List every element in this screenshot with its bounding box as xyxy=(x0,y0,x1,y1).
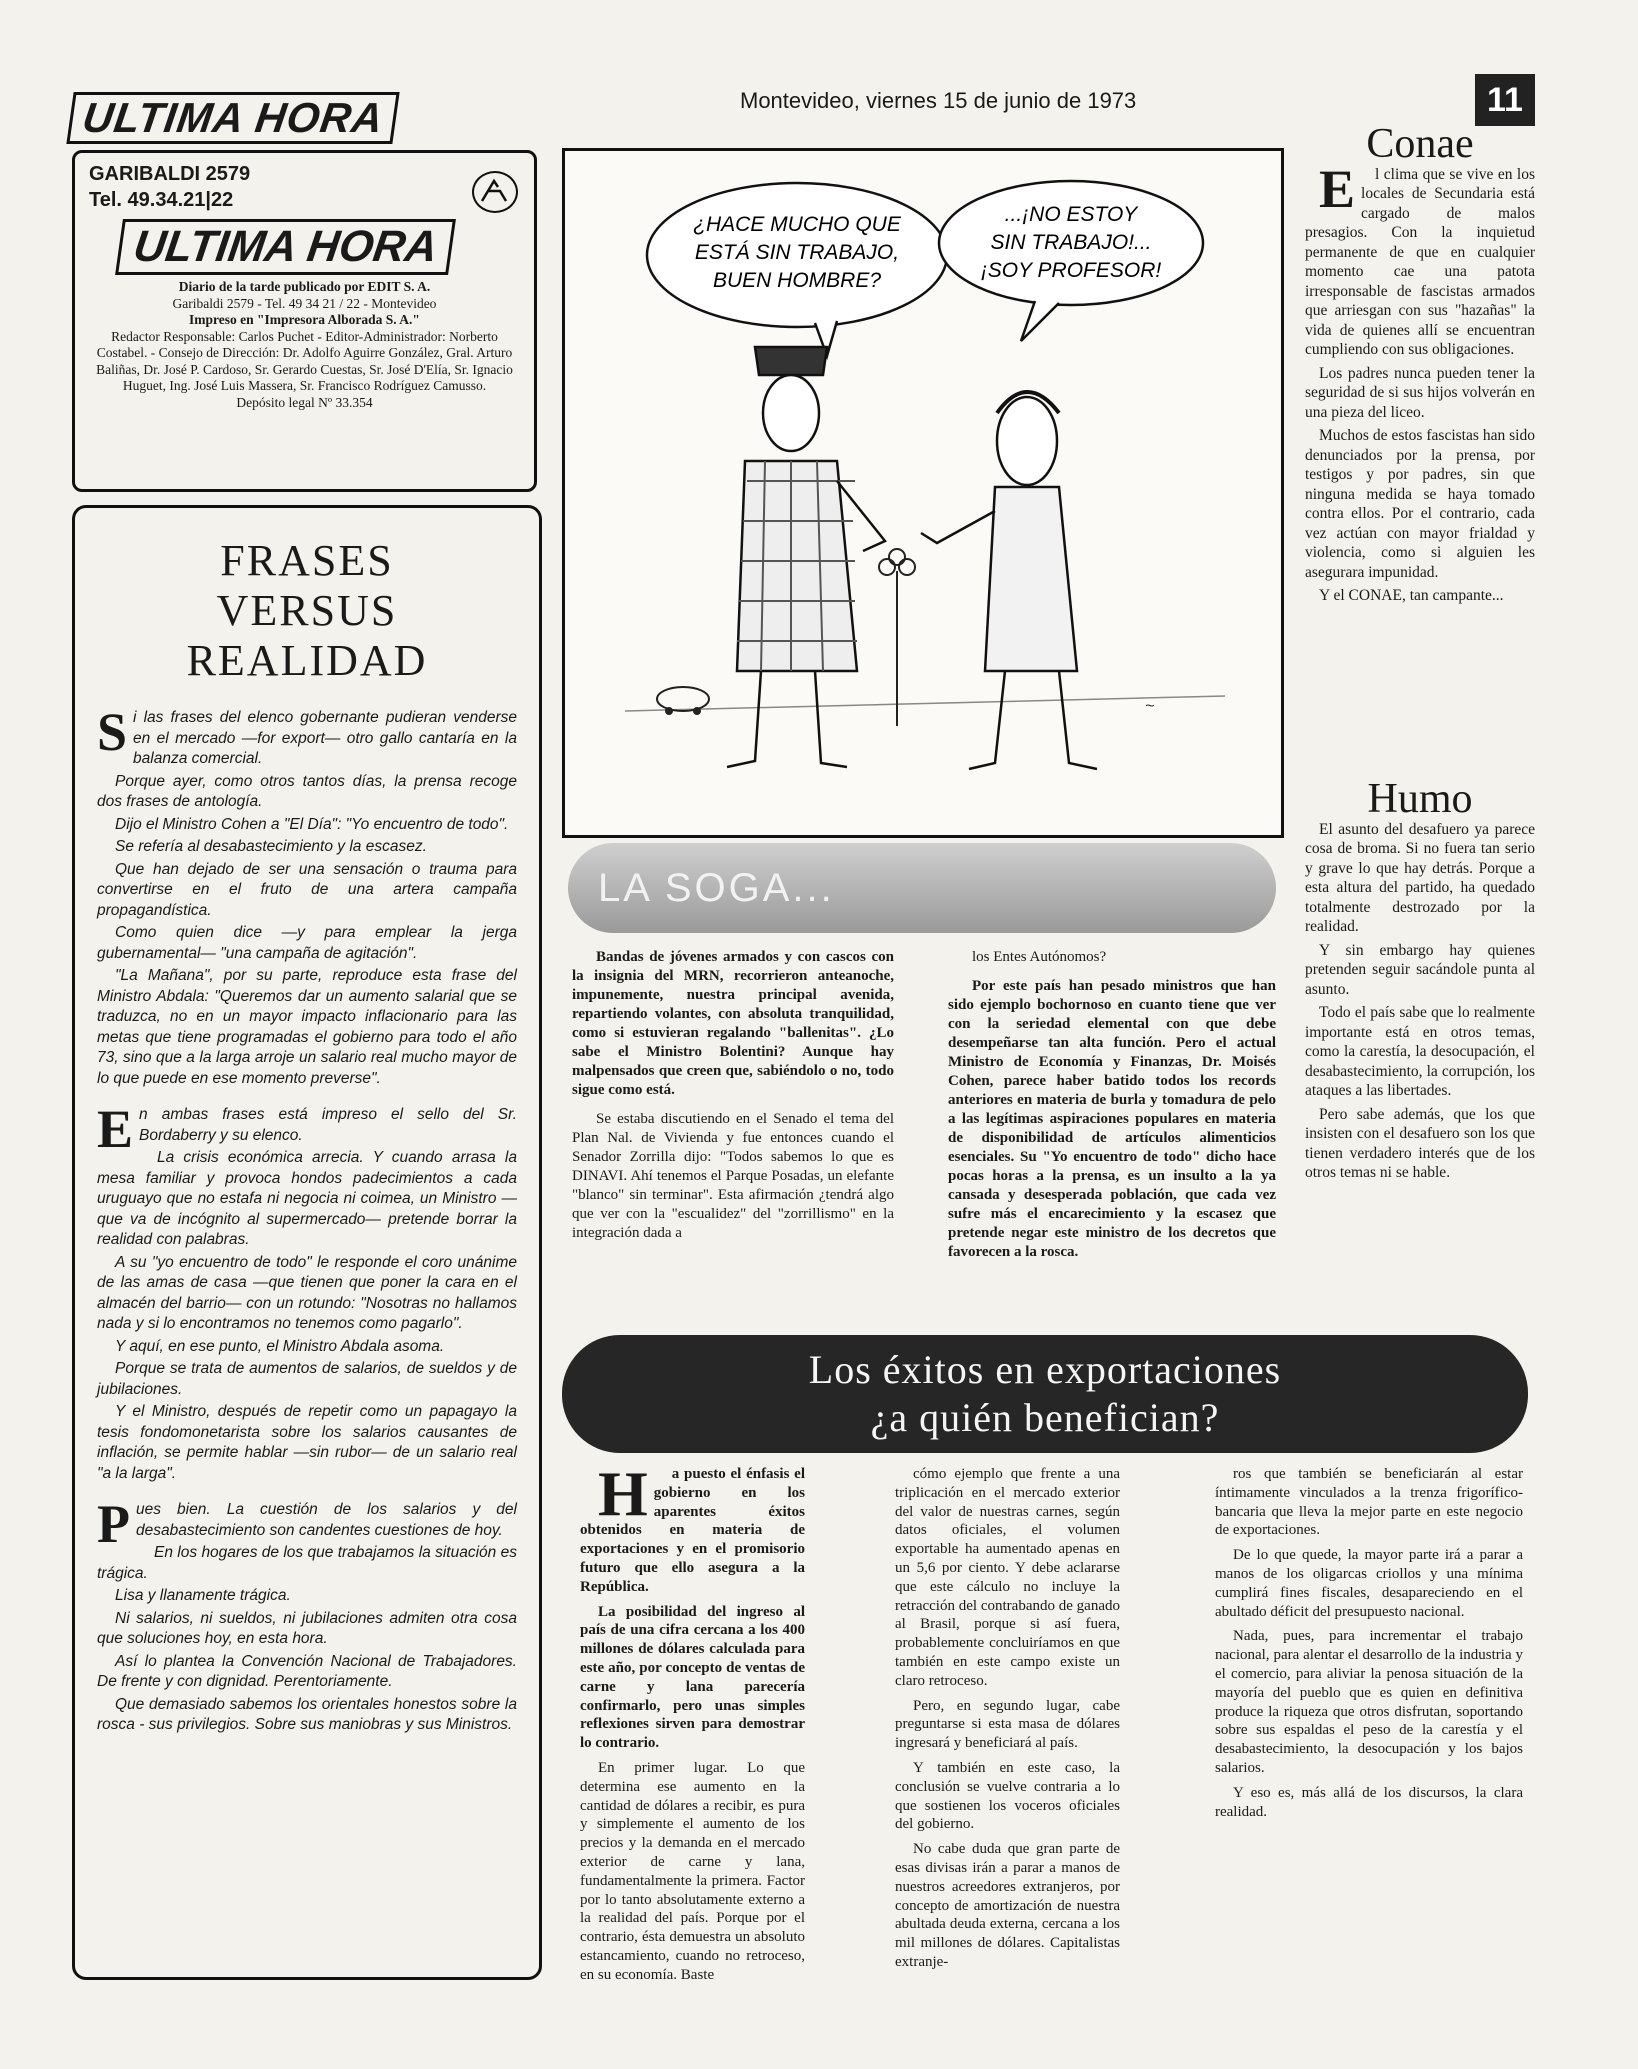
paragraph xyxy=(948,948,1276,967)
editorial-title-line: VERSUS xyxy=(216,586,398,635)
paragraph xyxy=(895,1840,1120,1972)
paragraph xyxy=(97,1337,517,1358)
paragraph xyxy=(1305,364,1535,423)
paragraph xyxy=(97,966,517,1089)
paragraph xyxy=(97,1586,517,1607)
paragraph-text: ros que también se beneficiarán al estar íntimamente vinculados a la trenza frigorífico-bancaria que lleva la mejor parte en este negocio de exportaciones. xyxy=(1215,1466,1523,1539)
paragraph xyxy=(1305,426,1535,582)
paragraph-text: De lo que quede, la mayor parte irá a parar a manos de los oligarcas criollos y una mínima cumplirá fines fiscales, desapareciendo en el abultado déficit del presupuesto nacional. xyxy=(1215,1547,1523,1620)
paragraph-text: "La Mañana", por su parte, reproduce esta frase del Ministro Abdala: "Queremos dar un aumento salarial que se traduzca, no en un mayor impacto inflacionario para las metas que tiene programadas el gobierno para todo el año 73, sino que a la larga arroje un salario real mucho mayor de lo que puede en ese momento preverse". xyxy=(97,967,517,1087)
paragraph-text: Los padres nunca pueden tener la seguridad de si sus hijos volverán en una pieza del liceo. xyxy=(1305,364,1535,421)
paragraph-text: Y eso es, más allá de los discursos, la clara realidad. xyxy=(1215,1784,1523,1820)
paragraph xyxy=(97,1543,517,1584)
paragraph xyxy=(97,815,517,836)
paragraph-text: Ni salarios, ni sueldos, ni jubilaciones admiten otra cosa que soluciones hoy, en esta hora. xyxy=(97,1609,517,1647)
car-drawing xyxy=(657,687,709,715)
horse-rider-icon xyxy=(472,171,518,213)
humo-title: Humo xyxy=(1367,776,1473,822)
paragraph-text: cómo ejemplo que frente a una triplicación en el mercado exterior del valor de nuestras carnes, según datos oficiales, el volumen exportable ha aumentado apenas en un 5,6 por ciento. Y debe aclararse que este cálculo no incluye la retracción del contrabando de ganado al Brasil, porque si así fuera, probablemente concluiríamos en que también en este campo existe un claro retroceso. xyxy=(895,1466,1120,1689)
exports-headline xyxy=(562,1335,1528,1453)
la-soga-column-2 xyxy=(948,948,1276,1272)
paragraph-text: El asunto del desafuero ya parece cosa de broma. Si no fuera tan serio y grave lo que hay detrás. Porque a esta altura del partido, ha quedado totalmente destrozado por la realidad. xyxy=(1305,820,1535,935)
paragraph xyxy=(97,1359,517,1400)
paragraph xyxy=(895,1465,1120,1691)
paragraph-text: l clima que se vive en los locales de Secundaria está cargado de malos presagios. Con la inquietud permanente de que en cualquier momento cae una patota irresponsable de fascistas armados que arriesgan con sus "hazañas" la vida de quienes allí se encuentran cumpliendo con sus obligaciones. xyxy=(1305,165,1535,358)
paragraph xyxy=(97,1099,517,1159)
paragraph xyxy=(895,1697,1120,1753)
editorial-title xyxy=(97,536,517,686)
editorial-title-line: FRASES xyxy=(220,536,394,585)
paragraph-text: Nada, pues, para incrementar el trabajo nacional, para alentar el desarrollo de la industria y el comercio, para aliviar la penosa situación de la mayoría del pueblo que es quien en definitiva produce la riqueza que otros disfrutan, soportando sobre sus espaldas el peso de la carestía y el desabastecimiento, la desocupación y los bajos salarios. xyxy=(1215,1628,1523,1776)
paragraph xyxy=(1305,586,1535,606)
conae-title: Conae xyxy=(1366,121,1474,167)
humo-body xyxy=(1305,820,1535,1183)
paragraph xyxy=(97,1253,517,1335)
man-in-plaid-coat xyxy=(727,347,885,767)
exports-column-3 xyxy=(1215,1465,1523,1827)
paragraph-text: Y sin embargo hay quienes pretenden seguir sacándole punta al asunto. xyxy=(1305,941,1535,998)
staff-line: Diario de la tarde publicado por EDIT S. A. xyxy=(178,279,431,294)
paragraph-text: La crisis económica arrecia. Y cuando arrasa la mesa familiar y provoca hondos padecimientos a cada uruguayo que no estafa ni negocia ni coimea, un Ministro —que va de incógnito al supermercado— pretende borrar la realidad con palabras. xyxy=(97,1149,517,1248)
paragraph-text: Por este país han pesado ministros que han sido ejemplo bochornoso en cuanto tiene que ver con la seriedad elemental con que debe desempeñarse tan alta función. Pero el actual Ministro de Economía y Finanzas, Dr. Moisés Cohen, parece haber batido todos los records anteriores en materia de burla y tomadura de pelo a las legítimas aspiraciones populares en materia de disponibilidad de artículos alimenticios esenciales. Su "Yo encuentro de todo" dicho hace pocas horas a la prensa, es un insulto a la ya cansada y desesperada población, que cada vez sufre más el encarecimiento y la escasez que pretende negar este ministro de los decretos que favorecen a la rosca. xyxy=(948,978,1276,1260)
la-soga-column-1 xyxy=(572,948,894,1253)
staff-phone: Tel. 49.34.21|22 xyxy=(89,189,234,211)
paragraph-text: Y el CONAE, tan campante... xyxy=(1319,587,1504,604)
paragraph-text: a puesto el énfasis el gobierno en los aparentes éxitos obtenidos en materia de exportaciones y en el promisorio futuro que ello asegura a la República. xyxy=(580,1466,805,1595)
paragraph-text: n ambas frases está impreso el sello del Sr. Bordaberry y su elenco. xyxy=(139,1106,517,1144)
exports-column-2 xyxy=(895,1465,1120,1978)
cartoon-drawing xyxy=(565,151,1281,835)
drop-cap: H xyxy=(598,1458,648,1529)
paragraph-text: En primer lugar. Lo que determina ese aumento en la cantidad de dólares a recibir, es pura y simplemente el aumento de los precios y la demanda en el mercado exterior de carne y lana, fundamentalmente la primera. Factor por lo tanto absolutamente externo a la realidad del país. Porque por el contrario, ésta demuestra un absoluto estancamiento, cuando no retroceso, en su economía. Baste xyxy=(580,1759,805,1983)
paragraph xyxy=(1305,158,1535,360)
bubble-left-line-2: ESTÁ SIN TRABAJO, xyxy=(694,241,900,264)
paragraph xyxy=(1305,941,1535,1000)
paragraph-text: Que han dejado de ser una sensación o trauma para convertirse en el fruto de una artera campaña propagandística. xyxy=(97,860,517,919)
staff-line: Depósito legal Nº 33.354 xyxy=(236,394,373,410)
paragraph xyxy=(572,948,894,1100)
cartoon xyxy=(562,148,1284,838)
paragraph xyxy=(1305,820,1535,937)
paragraph xyxy=(97,1652,517,1693)
paragraph-text: Todo el país sabe que lo realmente importante está en otros temas, como la carestía, la desocupación, el desabastecimiento, la corrupción, los ataques a las libertades. xyxy=(1305,1004,1535,1099)
exports-headline-line-2: ¿a quién benefician? xyxy=(870,1395,1220,1440)
paragraph xyxy=(97,1494,517,1554)
editorial-title-line: REALIDAD xyxy=(186,636,428,685)
bubble-right-line-3: ¡SOY PROFESOR! xyxy=(980,259,1162,282)
paragraph-text: Pero, en segundo lugar, cabe preguntarse si esta masa de dólares ingresará y beneficiará al país. xyxy=(895,1697,1120,1752)
paragraph xyxy=(895,1759,1120,1834)
paragraph xyxy=(97,1148,517,1251)
paragraph xyxy=(97,702,517,770)
cartoonist-signature: ~ xyxy=(1145,698,1155,715)
paragraph-text: Y aquí, en ese punto, el Ministro Abdala asoma. xyxy=(115,1337,445,1355)
paragraph xyxy=(580,1458,805,1597)
staff-lines xyxy=(89,279,520,411)
paragraph-text: Así lo plantea la Convención Nacional de Trabajadores. De frente y con dignidad. Perentoriamente. xyxy=(97,1652,517,1690)
paragraph-text: Se estaba discutiendo en el Senado el tema del Plan Nal. de Vivienda y fue entonces cuando el Senador Zorrilla dijo: "Todos sabemos lo que es DINAVI. Ahí tenemos el Parque Posadas, un elefante "blanco" sin terminar". Esta afirmación ¿tendrá algo que ver con la "escualidez" del "zorrillismo" en la integración dada a xyxy=(572,1111,894,1241)
humo-column xyxy=(1305,776,1535,1187)
paragraph-text: Lisa y llanamente trágica. xyxy=(115,1587,291,1604)
paragraph xyxy=(97,772,517,813)
staff-box xyxy=(72,150,537,492)
la-soga-banner: LA SOGA... xyxy=(568,843,1276,933)
bubble-right-line-2: SIN TRABAJO!... xyxy=(990,231,1152,254)
bubble-left-line-1: ¿HACE MUCHO QUE xyxy=(693,213,901,236)
staff-line: Impreso en "Impresora Alborada S. A." xyxy=(189,312,420,327)
paragraph-text: Pero sabe además, que los que insisten con el desafuero son los que tienen verdadero interés que de los otros temas ni se hable. xyxy=(1305,1105,1535,1181)
exports-headline-line-1: Los éxitos en exportaciones xyxy=(808,1347,1282,1392)
paragraph-text: No cabe duda que gran parte de esas divisas irán a parar a manos de nuestros acreedores extranjeros, por concepto de amortización de nuestra abultada deuda externa, cercana a los mil millones de dólares. Capitalistas extranje- xyxy=(895,1841,1120,1970)
drop-cap: E xyxy=(97,1099,134,1159)
staff-line: Garibaldi 2579 - Tel. 49 34 21 / 22 - Montevideo xyxy=(172,295,437,311)
paragraph xyxy=(1215,1627,1523,1777)
paragraph-text: Como quien dice —y para emplear la jerga gubernamental— "una campaña de agitación". xyxy=(97,924,517,962)
paragraph-text: Que demasiado sabemos los orientales honestos sobre la rosca - sus privilegios. Sobre sus maniobras y sus Ministros. xyxy=(97,1695,517,1733)
bubble-right-line-1: ...¡NO ESTOY xyxy=(1004,203,1138,226)
paragraph-text: los Entes Autónomos? xyxy=(972,949,1107,965)
exports-column-1 xyxy=(580,1458,805,1991)
speech-bubble-right-tail xyxy=(1021,301,1059,341)
paragraph-text: En los hogares de los que trabajamos la situación es trágica. xyxy=(97,1544,517,1582)
paragraph-text: ues bien. La cuestión de los salarios y del desabastecimiento son candentes cuestiones de hoy. xyxy=(136,1501,517,1539)
staff-line: Redactor Responsable: Carlos Puchet - Editor-Administrador: Norberto Costabel. - Consejo de Dirección: Dr. Adolfo Aguirre González, Gral. Arturo Baliñas, Dr. José P. Cardoso, Sr. Gerardo Cuestas, Sr. José D'Elía, Sr. Ignacio Huguet, Ing. José Luis Massera, Sr. Francisco Rodríguez Camusso. xyxy=(96,328,513,393)
editorial-body xyxy=(97,702,517,1736)
drop-cap: P xyxy=(97,1494,130,1554)
paragraph-text: Dijo el Ministro Cohen a "El Día": "Yo encuentro de todo". xyxy=(115,815,509,833)
paragraph-text: Y también en este caso, la conclusión se vuelve contraria a lo que sostienen los voceros oficiales del gobierno. xyxy=(895,1759,1120,1833)
paragraph xyxy=(97,860,517,922)
paragraph xyxy=(1215,1465,1523,1540)
paragraph-text: Porque ayer, como otros tantos días, la prensa recoge dos frases de antología. xyxy=(97,772,517,810)
paragraph xyxy=(97,1402,517,1484)
paragraph-text: Bandas de jóvenes armados y con cascos con la insignia del MRN, recorrieron anteanoche, impunemente, nuestra principal avenida, repartiendo volantes, con absoluta tranquilidad, como si estuvieran regalando "ballenitas". ¿Lo sabe el Ministro Bolentini? Aunque hay malpensados que creen que, sabiéndolo o no, todo sigue como está. xyxy=(572,949,894,1098)
paragraph xyxy=(580,1759,805,1985)
paragraph xyxy=(948,977,1276,1262)
paragraph xyxy=(580,1603,805,1753)
bubble-left-line-3: BUEN HOMBRE? xyxy=(712,269,882,292)
paragraph-text: Porque se trata de aumentos de salarios, de sueldos y de jubilaciones. xyxy=(97,1360,517,1398)
staff-address: GARIBALDI 2579 xyxy=(89,163,251,185)
paragraph xyxy=(97,1695,517,1736)
lamp-post-drawing xyxy=(879,549,915,726)
paragraph-text: Se refería al desabastecimiento y la escasez. xyxy=(115,838,427,855)
staff-logo: ULTIMA HORA xyxy=(115,219,456,275)
page-number: 11 xyxy=(1475,74,1535,126)
drop-cap: E xyxy=(1319,158,1356,219)
editorial-frases-versus-realidad xyxy=(72,505,542,1980)
paragraph-text: Y el Ministro, después de repetir como un papagayo la tesis fondomonetarista sobre los salarios causantes de inflación, se permite hablar —sin rubor— de un salario real "a la larga". xyxy=(97,1403,517,1482)
paragraph xyxy=(1215,1546,1523,1621)
paragraph xyxy=(97,1609,517,1650)
paragraph xyxy=(97,923,517,964)
paragraph-text: Muchos de estos fascistas han sido denunciados por la prensa, por testigos y por padres, sin que ninguna medida se haya tomado contra ellos. Por el contrario, cada vez actúan con mayor frialdad y violencia, como si alguien les asegurara impunidad. xyxy=(1305,427,1535,581)
paragraph xyxy=(1305,1003,1535,1101)
paragraph xyxy=(97,837,517,858)
masthead-logo: ULTIMA HORA xyxy=(66,92,400,144)
paragraph-text: i las frases del elenco gobernante pudieran venderse en el mercado —for export— otro gallo cantaría en la balanza comercial. xyxy=(133,709,517,767)
drop-cap: S xyxy=(97,702,128,762)
street-line xyxy=(625,696,1225,711)
paragraph xyxy=(1305,1105,1535,1183)
dateline: Montevideo, viernes 15 de junio de 1973 xyxy=(740,88,1137,113)
paragraph-text: A su "yo encuentro de todo" le responde el coro unánime de las amas de casa —que tienen que poner la cara en el almacén del barrio— con un rotundo: "Nosotras no hallamos nada y si lo encontramos no tenemos como pagarlo". xyxy=(97,1253,517,1332)
conae-body xyxy=(1305,158,1535,606)
paragraph xyxy=(1215,1784,1523,1822)
thin-man-professor xyxy=(921,392,1097,769)
paragraph xyxy=(572,1110,894,1243)
paragraph-text: La posibilidad del ingreso al país de una cifra cercana a los 400 millones de dólares calculada para este año, por concepto de ventas de carne y lana parecería confirmarlo, pero unas simples reflexiones sirven para demostrar lo contrario. xyxy=(580,1603,805,1752)
conae-column xyxy=(1305,121,1535,610)
